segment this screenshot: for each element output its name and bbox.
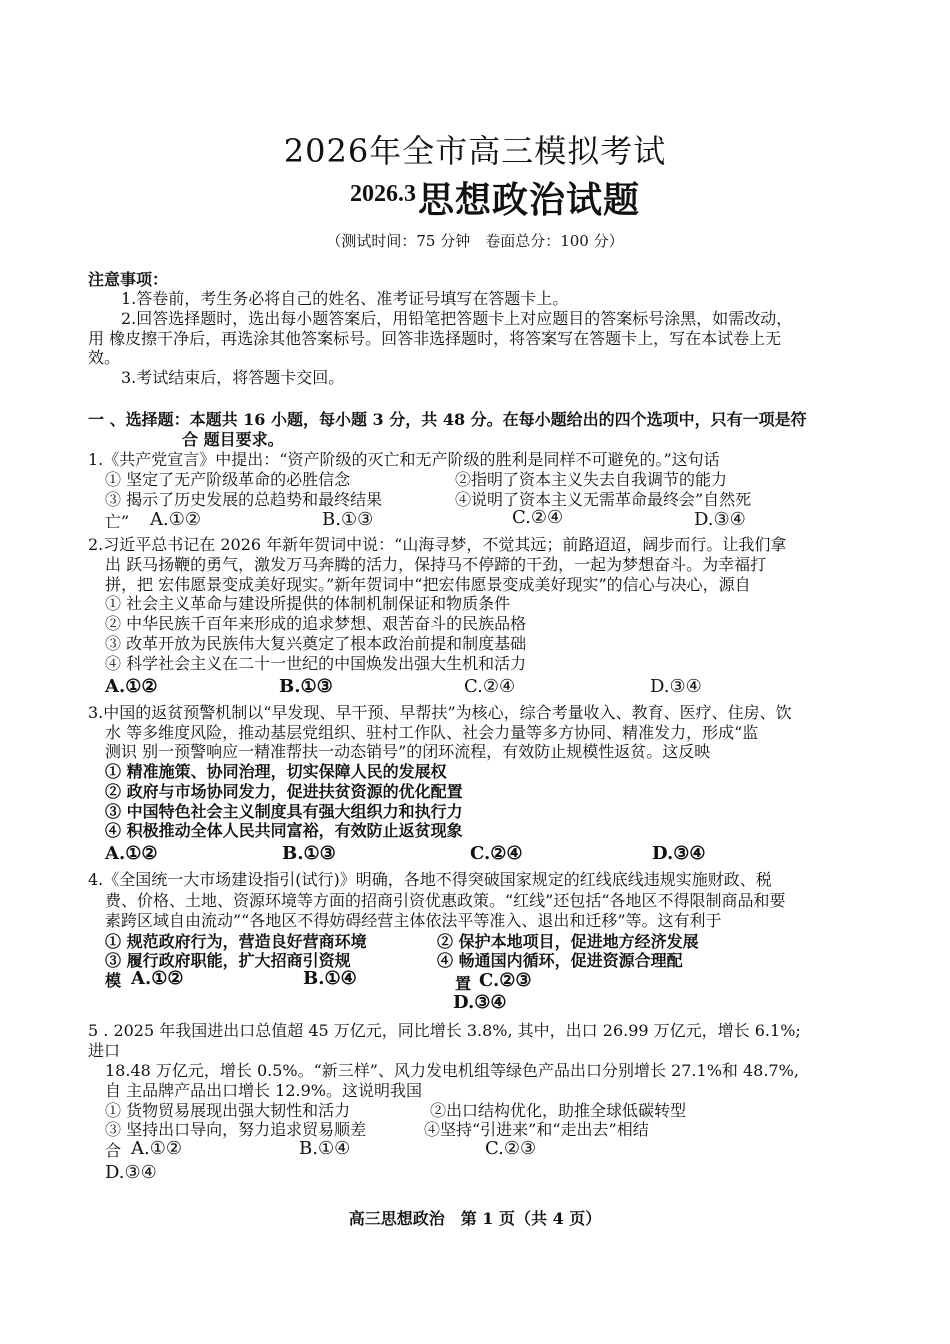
q1-statement-4: ④说明了资本主义无需革命最终会”自然死 (455, 490, 752, 509)
q4-option-d: D.③④ (453, 992, 507, 1013)
q2-stem-line3: 拼，把 宏伟愿景变成美好现实。”新年贺词中“把宏伟愿景变成美好现实”的信心与决心，源自 (105, 575, 751, 594)
q2-stem-line1: 2.习近平总书记在 2026 年新年贺词中说：“山海寻梦，不觉其远；前路迢迢，阔步而行。让我们拿 (88, 535, 787, 554)
q5-statement-2: ②出口结构优化，助推全球低碳转型 (430, 1101, 687, 1120)
notice-item-3: 3.考试结束后，将答题卡交回。 (121, 368, 345, 387)
q5-stem-line2: 进口 (88, 1041, 121, 1060)
q2-statement-2: ② 中华民族千百年来形成的追求梦想、艰苦奋斗的民族品格 (105, 614, 527, 633)
q3-statement-4: ④ 积极推动全体人民共同富裕，有效防止返贫现象 (105, 821, 463, 840)
time-info: （测试时间：75 分钟 卷面总分：100 分） (326, 232, 624, 250)
q4-stem-line2: 费、价格、土地、资源环境等方面的招商引资优惠政策。“红线”还包括“各地区不得限制商品和要 (105, 891, 786, 910)
q1-option-d: D.③④ (694, 509, 746, 530)
q2-statement-4: ④ 科学社会主义在二十一世纪的中国焕发出强大生机和活力 (105, 654, 527, 673)
q5-statement-4: ④坚持“引进来”和“走出去”相结 (424, 1120, 649, 1139)
q3-statement-1: ① 精准施策、协同治理，切实保障人民的发展权 (105, 762, 447, 781)
q1-statement-tail: 亡” (105, 512, 130, 531)
q4-option-b: B.①④ (303, 968, 357, 989)
q2-option-d: D.③④ (650, 676, 702, 697)
q1-option-b: B.①③ (322, 509, 374, 530)
notice-item-1: 1.答卷前，考生务必将自己的姓名、准考证号填写在答题卡上。 (121, 289, 569, 308)
q2-statement-1: ① 社会主义革命与建设所提供的体制机制保证和物质条件 (105, 594, 511, 613)
q1-option-c: C.②④ (512, 507, 564, 528)
subject-title: 思想政治试题 (418, 179, 641, 221)
q5-statement-1: ① 货物贸易展现出强大韧性和活力 (105, 1101, 351, 1120)
q1-statement-3: ③ 揭示了历史发展的总趋势和最终结果 (105, 490, 383, 509)
q5-stem-line3: 18.48 万亿元，增长 0.5%。“新三样”、风力发电机组等绿色产品出口分别增长 27.1%和 48.7%, (105, 1061, 799, 1080)
notice-item-2-line2: 用 橡皮擦干净后，再选涂其他答案标号。回答非选择题时，将答案写在答题卡上，写在本试卷上无 (88, 329, 782, 348)
q4-option-c: C.②③ (479, 970, 532, 991)
q5-option-a: A.①② (131, 1138, 182, 1159)
q5-option-d: D.③④ (105, 1162, 157, 1183)
q3-stem-line1: 3.中国的返贫预警机制以“早发现、早干预、早帮扶”为核心，综合考量收入、教育、医疗、住房、饮 (88, 703, 792, 722)
q4-statement-1: ① 规范政府行为，营造良好营商环境 (105, 932, 367, 951)
exam-date: 2026.3 (350, 181, 416, 207)
q1-statement-1: ① 坚定了无产阶级革命的必胜信念 (105, 470, 351, 489)
q2-stem-line2: 出 跃马扬鞭的勇气，激发万马奔腾的活力，保持马不停蹄的干劲，一起为梦想奋斗。为幸福打 (105, 555, 767, 574)
section-heading-line2: 合 题目要求。 (182, 430, 284, 449)
section-heading-line1: 一 、选择题：本题共 16 小题，每小题 3 分，共 48 分。在每小题给出的四个选项中，只有一项是符 (88, 410, 807, 429)
q4-statement-3-tail: 模 (105, 971, 122, 990)
q4-statement-4-tail: 置 (455, 974, 472, 993)
q5-option-c: C.②③ (485, 1138, 537, 1159)
q4-stem-line1: 4.《全国统一大市场建设指引(试行)》明确，各地不得突破国家规定的红线底线违规实施财政、税 (88, 870, 772, 889)
q3-statement-3: ③ 中国特色社会主义制度具有强大组织力和执行力 (105, 802, 463, 821)
page-footer: 高三思想政治 第 1 页（共 4 页） (348, 1209, 602, 1228)
q5-stem-line4: 自 主品牌产品出口增长 12.9%。这说明我国 (105, 1081, 423, 1100)
q2-option-b: B.①③ (279, 676, 333, 697)
q2-statement-3: ③ 改革开放为民族伟大复兴奠定了根本政治前提和制度基础 (105, 634, 527, 653)
q1-statement-2: ②指明了资本主义失去自我调节的能力 (455, 470, 728, 489)
q2-option-c: C.②④ (464, 676, 516, 697)
exam-title: 2026年全市高三模拟考试 (283, 132, 667, 170)
q1-stem: 1.《共产党宣言》中提出：“资产阶级的灭亡和无产阶级的胜利是同样不可避免的。”这句话 (88, 450, 720, 469)
q4-stem-line3: 素跨区域自由流动”“各地区不得妨碍经营主体依法平等准入、退出和迁移”等。这有利于 (105, 911, 722, 930)
notice-heading: 注意事项： (88, 270, 169, 289)
q2-option-a: A.①② (105, 676, 158, 697)
q3-option-a: A.①② (105, 843, 158, 864)
q5-statement-tail: 合 (105, 1141, 122, 1160)
q3-stem-line2: 水 等多维度风险，推动基层党组织、驻村工作队、社会力量等多方协同、精准发力，形成“监 (105, 723, 759, 742)
q1-option-a: A.①② (150, 509, 201, 530)
q5-stem-line1: 5 . 2025 年我国进出口总值超 45 万亿元，同比增长 3.8%, 其中，出口 26.99 万亿元，增长 6.1%; (88, 1021, 801, 1040)
q3-option-d: D.③④ (652, 843, 706, 864)
q5-statement-3: ③ 坚持出口导向，努力追求贸易顺差 (105, 1120, 367, 1139)
q4-statement-4: ④ 畅通国内循环，促进资源合理配 (437, 951, 683, 970)
q3-statement-2: ② 政府与市场协同发力，促进扶贫资源的优化配置 (105, 782, 463, 801)
q5-option-b: B.①④ (299, 1138, 351, 1159)
notice-item-2-line1: 2.回答选择题时，选出每小题答案后，用铅笔把答题卡上对应题目的答案标号涂黑，如需改动， (121, 309, 793, 328)
q4-statement-2: ② 保护本地项目，促进地方经济发展 (437, 932, 699, 951)
q3-option-b: B.①③ (282, 843, 336, 864)
q3-option-c: C.②④ (470, 843, 523, 864)
q4-option-a: A.①② (131, 968, 184, 989)
q4-statement-3: ③ 履行政府职能，扩大招商引资规 (105, 951, 351, 970)
q3-stem-line3: 测识 别一预警响应一精准帮扶一动态销号”的闭环流程，有效防止规模性返贫。这反映 (105, 742, 711, 761)
notice-item-2-line3: 效。 (88, 348, 121, 367)
